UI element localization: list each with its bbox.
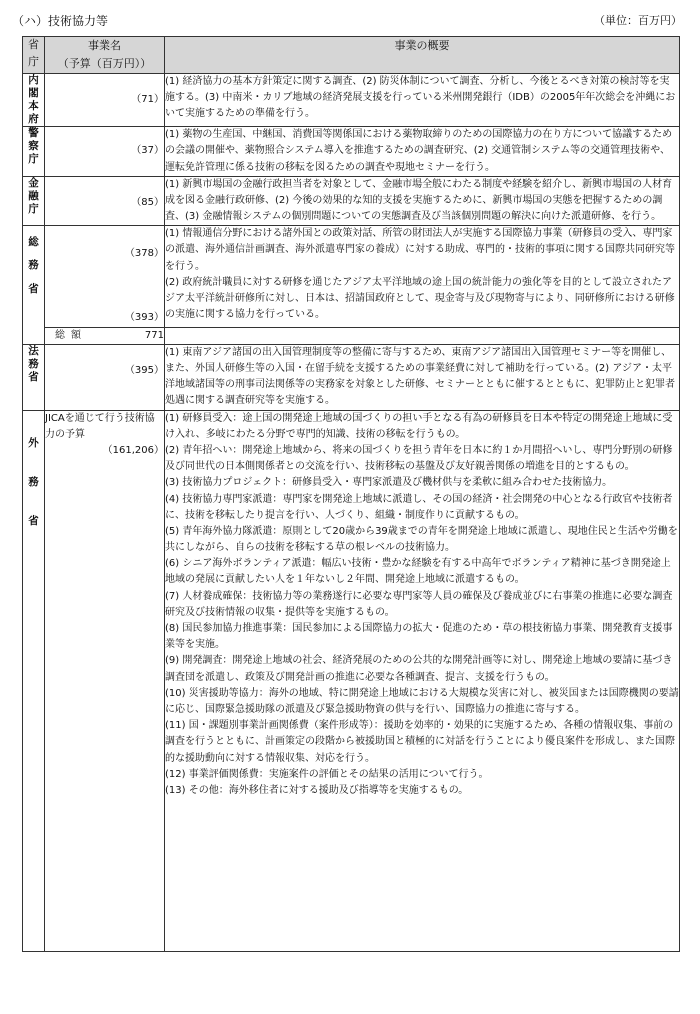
summary-item: (10) 災害援助等協力：海外の地域、特に開発途上地域における大規模な災害に対し、被災国または国際機関の要請に応じ、国際緊急援助隊の派遣及び緊急援助物資の供与を行い、国際協力の推進に寄与する。 xyxy=(165,687,679,715)
budget-amount: （393） xyxy=(124,312,164,324)
empty-cell xyxy=(165,327,680,344)
ministry-char: 務 xyxy=(28,357,39,370)
summary-text: (1) 新興市場国の金融行政担当者を対象として、金融市場全般にわたる制度や経験を紹介し、新興市場国の人材育成を図る金融行政研修、(2) 今後の効果的な知的支援を実施するために、新興市場国の実態を把握するための調査、(3) 金融情報システムの個別問題についての実態調査及び当該個別問題の解決に向けた派遣研修、を行う。 xyxy=(165,178,673,223)
summary-item: (2) 青年招へい：開発途上地域から、将来の国づくりを担う青年を日本に約１か月間招へいし、専門分野別の研修及び同世代の日本側関係者との交流を行い、技術移転の基盤及び友好親善関係の増進を目的とするもの。 xyxy=(165,444,673,473)
summary-item: (6) シニア海外ボランティア派遣：幅広い技術・豊かな経験を有する中高年でボランティア精神に基づき開発途上地域の発展に貢献したい人を１年ないし２年間、開発途上地域に派遣するもの。 xyxy=(165,558,671,586)
ministry-char: 外 xyxy=(28,436,39,449)
project-name: JICAを通じて行う技術協力の予算 xyxy=(45,412,155,440)
ministry-char: 府 xyxy=(28,113,39,125)
project-cell xyxy=(45,127,165,177)
budget-amount: （395） xyxy=(124,364,164,376)
header-project-name: 事業名 xyxy=(88,39,121,52)
summary-item: (3) 技術協力プロジェクト：研修員受入・専門家派遣及び機材供与を柔軟に組み合わせた技術協力。 xyxy=(165,477,613,489)
project-cell xyxy=(45,176,165,226)
summary-text: (2) 政府統計職員に対する研修を通じたアジア太平洋地域の途上国の統計能力の強化等を目的として設立されたアジア太平洋統計研修所に対し、日本は、招請国政府として、現金寄与及び現物寄与により、同研修所における研修の実施に関する協力を行っている。 xyxy=(165,276,675,321)
total-value: 771 xyxy=(144,329,164,341)
summary-cell xyxy=(165,410,680,951)
budget-amount: （71） xyxy=(131,93,164,105)
total-label: 総額 xyxy=(55,329,87,341)
header-project xyxy=(45,37,165,74)
summary-item: (11) 国・課題別事業計画関係費（案件形成等）：援助を効率的・効果的に実施するため、各種の情報収集、事前の調査を行うとともに、計画策定の段階から被援助国と積極的に対話を行うことにより優良案件を形成し、また国際的な援助動向に対する情報収集、対応を行う。 xyxy=(165,720,675,764)
ministry-char: 警 xyxy=(28,127,39,140)
table-row xyxy=(23,226,680,327)
table-row xyxy=(23,344,680,410)
summary-item: (8) 国民参加協力推進事業：国民参加による国際協力の拡大・促進のため・草の根技術協力事業、開発教育支援事業等を実施。 xyxy=(165,623,673,651)
ministry-char: 庁 xyxy=(28,202,39,215)
project-cell xyxy=(45,344,165,410)
header-summary: 事業の概要 xyxy=(165,37,680,74)
summary-item: (5) 青年海外協力隊派遣：原則として20歳から39歳までの青年を開発途上地域に派遣し、現地住民と生活や労働を共にしながら、自らの技術を移転する草の根レベルの技術協力。 xyxy=(165,525,678,554)
summary-cell xyxy=(165,73,680,127)
ministry-char: 察 xyxy=(28,140,39,153)
table-row-total xyxy=(23,327,680,344)
ministry-char: 融 xyxy=(28,189,39,202)
page-header xyxy=(12,12,682,32)
section-title: （ハ）技術協力等 xyxy=(12,14,109,28)
ministry-char: 閣 xyxy=(28,86,39,99)
unit-label: （単位：百万円） xyxy=(594,14,682,27)
ministry-char: 法 xyxy=(28,344,39,357)
table-header-row xyxy=(23,37,680,74)
budget-amount: （378） xyxy=(124,248,164,260)
ministry-char: 本 xyxy=(28,99,39,112)
table-row xyxy=(23,73,680,127)
ministry-cell xyxy=(23,410,45,951)
summary-text: (1) 東南アジア諸国の出入国管理制度等の整備に寄与するため、東南アジア諸国出入国管理セミナー等を開催し、また、外国人研修生等の入国・在留手続を支援するための事業経費に対して補助を行っている。(2) アジア・太平洋地域諸国等の刑事司法関係等の実務家を対象とした研修、セミナーとともに催するとともに、犯罪防止と犯罪者処遇に関する調査研究等を実施する。 xyxy=(165,346,675,407)
budget-amount: （161,206） xyxy=(102,444,164,456)
ministry-char: 務 xyxy=(28,475,39,488)
summary-text: (1) 薬物の生産国、中継国、消費国等関係国における薬物取締りのための国際協力の在り方について協議するための会議の開催や、薬物照合システム導入を推進するための調査研究、(2) 交通管制システム等の交通管理技術や、運転免許管理に係る技術の移転を図るための調査や現地セミナーを行う。 xyxy=(165,129,673,173)
project-cell xyxy=(45,73,165,127)
total-cell xyxy=(45,327,165,344)
summary-text: (1) 経済協力の基本方針策定に関する調査、(2) 防災体制について調査、分析し、今後とるべき対策の検討等を実施する。(3) 中南米・カリブ地域の経済発展支援を行っている米州開発銀行（IDB）の2005年年次総会を沖縄において実施するための準備を行う。 xyxy=(165,75,676,119)
header-project-budget: （予算（百万円）） xyxy=(57,56,152,70)
ministry-char: 省 xyxy=(28,282,39,295)
ministry-char: 総 xyxy=(28,236,39,249)
ministry-cell xyxy=(23,344,45,410)
summary-text: (1) 情報通信分野における諸外国との政策対話、所管の財団法人が実施する国際協力事業（研修員の受入、専門家の派遣、海外通信計画調査、海外派遣専門家の養成）に対する助成、専門的・技術的事項に関する国際共同研究等を行う。 xyxy=(165,228,675,272)
summary-item: (12) 事業評価関係費：実施案件の評価とその結果の活用について行う。 xyxy=(165,768,489,780)
ministry-char: 務 xyxy=(28,259,39,272)
ministry-cell xyxy=(23,127,45,177)
budget-amount: （85） xyxy=(131,196,164,208)
ministry-cell xyxy=(23,73,45,127)
ministry-char: 省 xyxy=(28,371,39,384)
table-row xyxy=(23,127,680,177)
summary-cell xyxy=(165,176,680,226)
summary-cell xyxy=(165,226,680,327)
ministry-char: 省 xyxy=(28,514,39,527)
budget-amount: （37） xyxy=(131,145,164,157)
summary-item: (7) 人材養成確保：技術協力等の業務遂行に必要な専門家等人員の確保及び養成並びに右事業の推進に必要な調査研究及び技術情報の収集・提供等を実施するもの。 xyxy=(165,590,673,618)
ministry-char: 金 xyxy=(28,176,39,189)
summary-cell xyxy=(165,344,680,410)
project-cell xyxy=(45,226,165,327)
summary-item: (4) 技術協力専門家派遣：専門家を開発途上地域に派遣し、その国の経済・社会開発の中心となる行政官や技術者に、技術を移転したり提言を行い、人づくり、組織・制度作りに貢献するもの。 xyxy=(165,493,673,521)
summary-item: (9) 開発調査：開発途上地域の社会、経済発展のための公共的な開発計画等に対し、開発途上地域の要請に基づき調査団を派遣し、政策及び開発計画の推進に必要な各種調査、提言、支援を行うもの。 xyxy=(165,655,673,683)
summary-item: (13) その他：海外移住者に対する援助及び指導等を実施するもの。 xyxy=(165,784,469,796)
ministry-char: 内 xyxy=(28,73,39,86)
summary-cell xyxy=(165,127,680,177)
ministry-char: 庁 xyxy=(28,153,39,166)
table-row xyxy=(23,410,680,951)
header-ministry: 省庁 xyxy=(23,37,45,74)
summary-item: (1) 研修員受入：途上国の開発途上地域の国づくりの担い手となる有為の研修員を日本や特定の開発途上地域に受け入れ、多岐にわたる分野で専門的知識、技術の移転を行うもの。 xyxy=(165,412,673,440)
ministry-cell xyxy=(23,226,45,345)
technical-cooperation-table xyxy=(22,36,680,952)
ministry-cell xyxy=(23,176,45,226)
project-cell xyxy=(45,410,165,951)
table-row xyxy=(23,176,680,226)
